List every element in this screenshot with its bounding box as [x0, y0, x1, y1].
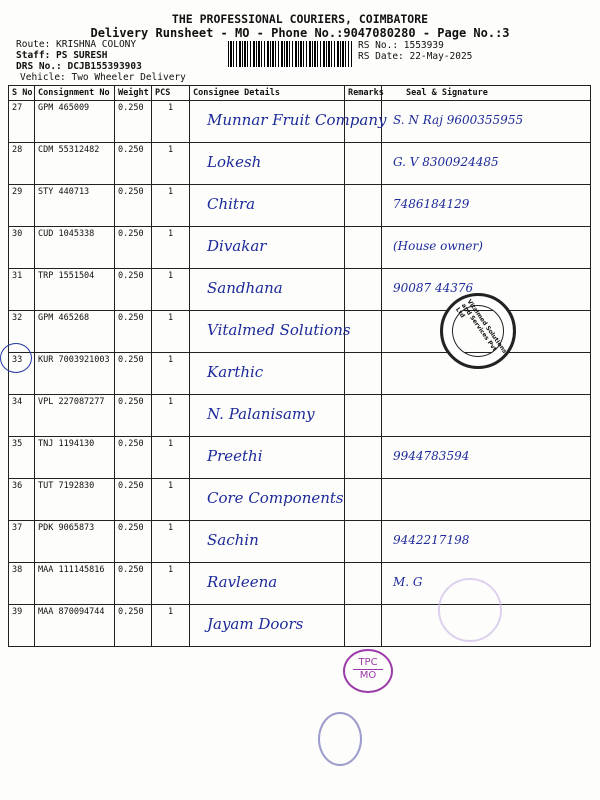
handwritten-consignee: N. Palanisamy [207, 405, 315, 423]
handwritten-consignee: Lokesh [207, 153, 262, 171]
row-consignment-no: CDM 55312482 [35, 143, 115, 185]
row-consignee [190, 563, 345, 605]
handwritten-signature: 9944783594 [393, 449, 470, 463]
handwritten-consignee: Vitalmed Solutions [207, 321, 351, 339]
row-remarks [345, 269, 382, 311]
row-consignment-no: MAA 111145816 [35, 563, 115, 605]
table-header-row [9, 86, 591, 101]
table-row [9, 563, 591, 605]
row-weight: 0.250 [115, 605, 152, 647]
company-seal-text: Vitalmed Solutions and Services Pvt Ltd [454, 298, 508, 355]
col-weight: Weight [115, 86, 152, 101]
row-pcs: 1 [152, 311, 190, 353]
handwritten-consignee: Core Components [207, 489, 344, 507]
row-sno: 31 [9, 269, 35, 311]
table-row [9, 143, 591, 185]
handwritten-consignee: Sandhana [207, 279, 283, 297]
row-weight: 0.250 [115, 143, 152, 185]
row-pcs: 1 [152, 395, 190, 437]
row-weight: 0.250 [115, 437, 152, 479]
row-signature [382, 227, 591, 269]
row-signature [382, 143, 591, 185]
row-pcs: 1 [152, 101, 190, 143]
row-consignment-no: GPM 465268 [35, 311, 115, 353]
handwritten-signature: (House owner) [393, 239, 483, 253]
row-consignee [190, 479, 345, 521]
row-signature [382, 521, 591, 563]
handwritten-consignee: Karthic [207, 363, 264, 381]
col-sno: S No [9, 86, 35, 101]
row-remarks [345, 353, 382, 395]
barcode [228, 41, 352, 67]
runsheet-subtitle: Delivery Runsheet - MO - Phone No.:9047080280 - Page No.:3 [90, 26, 510, 40]
row-sno: 33 [9, 353, 35, 395]
handwritten-consignee: Jayam Doors [207, 615, 304, 633]
row-pcs: 1 [152, 605, 190, 647]
row-weight: 0.250 [115, 269, 152, 311]
company-seal-stamp [440, 293, 516, 369]
row-weight: 0.250 [115, 353, 152, 395]
row-consignment-no: KUR 7003921003 [35, 353, 115, 395]
tpc-stamp-bottom: MO [353, 669, 383, 681]
table-row [9, 185, 591, 227]
row-consignment-no: TNJ 1194130 [35, 437, 115, 479]
row-consignment-no: PDK 9065873 [35, 521, 115, 563]
handwritten-signature: G. V 8300924485 [393, 155, 499, 169]
handwritten-consignee: Sachin [207, 531, 259, 549]
row-consignment-no: TRP 1551504 [35, 269, 115, 311]
row-pcs: 1 [152, 479, 190, 521]
table-row [9, 227, 591, 269]
row-sno: 38 [9, 563, 35, 605]
row-consignment-no: CUD 1045338 [35, 227, 115, 269]
row-consignee [190, 185, 345, 227]
row-remarks [345, 185, 382, 227]
row-weight: 0.250 [115, 101, 152, 143]
row-remarks [345, 143, 382, 185]
row-signature [382, 185, 591, 227]
tpc-mo-stamp [343, 649, 393, 693]
row-weight: 0.250 [115, 185, 152, 227]
row-pcs: 1 [152, 437, 190, 479]
row-sno: 32 [9, 311, 35, 353]
row-remarks [345, 437, 382, 479]
table-row [9, 395, 591, 437]
row-remarks [345, 479, 382, 521]
handwritten-signature: 7486184129 [393, 197, 470, 211]
table-row [9, 437, 591, 479]
rs-number: RS No.: 1553939 [358, 40, 444, 51]
handwritten-consignee: Chitra [207, 195, 256, 213]
row-weight: 0.250 [115, 311, 152, 353]
handwritten-signature: 90087 44376 [393, 281, 474, 295]
col-consignee: Consignee Details [190, 86, 345, 101]
handwritten-consignee: Munnar Fruit Company [207, 111, 387, 129]
row-signature [382, 395, 591, 437]
row-weight: 0.250 [115, 563, 152, 605]
runsheet-table [8, 85, 591, 647]
row-consignee [190, 353, 345, 395]
row-pcs: 1 [152, 521, 190, 563]
row-sno: 27 [9, 101, 35, 143]
col-remarks: Remarks [345, 86, 382, 101]
row-consignee [190, 605, 345, 647]
row-weight: 0.250 [115, 521, 152, 563]
row-weight: 0.250 [115, 479, 152, 521]
row-sno: 34 [9, 395, 35, 437]
company-title: THE PROFESSIONAL COURIERS, COIMBATORE [171, 12, 429, 26]
row-signature [382, 437, 591, 479]
handwritten-signature: 9442217198 [393, 533, 470, 547]
col-consignment: Consignment No [35, 86, 115, 101]
table-row [9, 521, 591, 563]
row-consignee [190, 227, 345, 269]
ink-scribble-circle [318, 712, 362, 766]
row-consignment-no: GPM 465009 [35, 101, 115, 143]
row-weight: 0.250 [115, 227, 152, 269]
row-sno: 28 [9, 143, 35, 185]
row-remarks [345, 563, 382, 605]
row-consignment-no: TUT 7192830 [35, 479, 115, 521]
row-pcs: 1 [152, 227, 190, 269]
row-sno: 39 [9, 605, 35, 647]
col-pcs: PCS [152, 86, 190, 101]
row-consignee [190, 101, 387, 143]
vehicle-label: Vehicle: Two Wheeler Delivery [20, 72, 186, 83]
row-remarks [345, 605, 382, 647]
rs-date: RS Date: 22-May-2025 [358, 51, 473, 62]
row-signature [382, 101, 591, 143]
tpc-stamp-top: TPC [358, 657, 378, 668]
row-consignee [190, 521, 345, 563]
row-sno: 37 [9, 521, 35, 563]
row-pcs: 1 [152, 563, 190, 605]
route-label: Route: KRISHNA COLONY [16, 39, 137, 50]
handwritten-signature: S. N Raj 9600355955 [393, 113, 524, 127]
row-pcs: 1 [152, 269, 190, 311]
row-consignment-no: MAA 870094744 [35, 605, 115, 647]
handwritten-consignee: Preethi [207, 447, 263, 465]
handwritten-consignee: Divakar [207, 237, 267, 255]
handwritten-signature: M. G [393, 575, 423, 589]
row-remarks [345, 521, 382, 563]
row-remarks [345, 227, 382, 269]
drs-label: DRS No.: DCJB155393903 [16, 61, 142, 72]
row-consignee [190, 269, 345, 311]
row-consignment-no: VPL 227087277 [35, 395, 115, 437]
handwritten-consignee: Ravleena [207, 573, 278, 591]
row-sno: 36 [9, 479, 35, 521]
row-consignee [190, 395, 345, 437]
row-pcs: 1 [152, 185, 190, 227]
row-pcs: 1 [152, 353, 190, 395]
row-pcs: 1 [152, 143, 190, 185]
staff-label: Staff: PS SURESH [16, 50, 108, 61]
row-sno: 29 [9, 185, 35, 227]
table-row [9, 101, 591, 143]
row-sno: 35 [9, 437, 35, 479]
faint-stamp-mark [438, 578, 502, 642]
table-row [9, 605, 591, 647]
row-consignee [190, 437, 345, 479]
row-sno: 30 [9, 227, 35, 269]
table-row [9, 479, 591, 521]
row-consignee [190, 311, 351, 353]
row-signature [382, 479, 591, 521]
row-consignee [190, 143, 345, 185]
row-remarks [345, 395, 382, 437]
row-consignment-no: STY 440713 [35, 185, 115, 227]
row-33-circle-mark [0, 343, 32, 373]
col-signature: Seal & Signature [382, 86, 591, 101]
row-weight: 0.250 [115, 395, 152, 437]
